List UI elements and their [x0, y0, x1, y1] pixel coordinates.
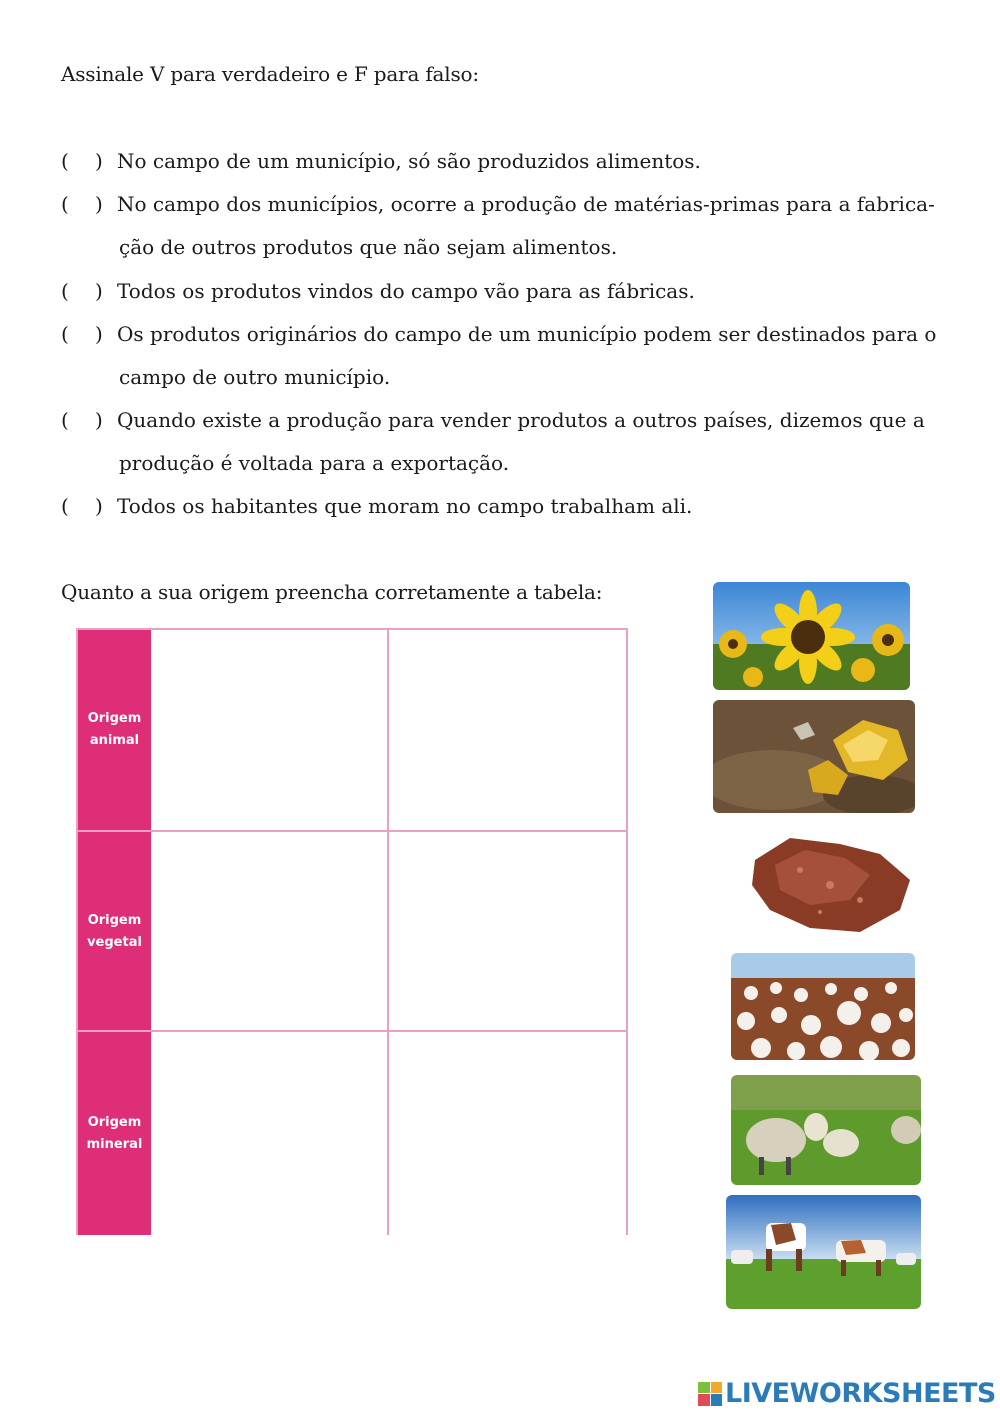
row-header-animal — [78, 630, 151, 830]
row-header-line1: Origem — [87, 1114, 142, 1130]
row-header-line2: mineral — [86, 1136, 143, 1152]
sheep-image[interactable] — [731, 1075, 921, 1185]
table-row-mineral — [78, 1030, 626, 1235]
statement-continuation: produção é voltada para a exportação. — [119, 451, 510, 475]
drop-cell-animal-2[interactable] — [389, 630, 626, 830]
row-header-vegetal — [78, 832, 151, 1032]
statement-text: Quando existe a produção para vender produtos a outros países, dizemos que a — [117, 408, 925, 432]
row-header-mineral — [78, 1032, 151, 1235]
origin-table — [76, 628, 628, 1235]
statement-text: Todos os produtos vindos do campo vão para as fábricas. — [117, 279, 695, 303]
statement-text: Os produtos originários do campo de um município podem ser destinados para o — [117, 322, 937, 346]
drop-cell-vegetal-1[interactable] — [151, 832, 389, 1032]
drop-cell-vegetal-2[interactable] — [389, 832, 626, 1032]
row-header-line1: Origem — [87, 913, 142, 928]
statement-text: No campo dos municípios, ocorre a produção de matérias-primas para a fabrica- — [117, 192, 935, 216]
drop-cell-animal-1[interactable] — [151, 630, 389, 830]
drop-cell-mineral-1[interactable] — [151, 1032, 389, 1235]
row-header-line2: animal — [89, 733, 140, 748]
cows-image[interactable] — [726, 1195, 921, 1309]
liveworksheets-logo-icon — [698, 1382, 722, 1406]
row-header-line1: Origem — [87, 711, 142, 726]
statement-text: Todos os habitantes que moram no campo trabalham ali. — [117, 494, 693, 518]
table-row-vegetal — [78, 830, 626, 1032]
sunflower-image[interactable] — [713, 582, 910, 690]
brand-wordmark: LIVEWORKSHEETS — [725, 1378, 996, 1409]
cotton-field-image[interactable] — [731, 953, 915, 1060]
row-header-line2: vegetal — [87, 935, 142, 950]
statement-text: No campo de um município, só são produzidos alimentos. — [117, 149, 701, 173]
instruction-true-false: Assinale V para verdadeiro e F para falso: — [61, 62, 479, 86]
drop-cell-mineral-2[interactable] — [389, 1032, 626, 1235]
statement-continuation: ção de outros produtos que não sejam alimentos. — [119, 235, 618, 259]
mineral-rock-image[interactable] — [750, 830, 920, 942]
statement-continuation: campo de outro município. — [119, 365, 391, 389]
gold-nuggets-image[interactable] — [713, 700, 915, 813]
instruction-table: Quanto a sua origem preencha corretamente a tabela: — [61, 580, 603, 604]
table-row-animal — [78, 630, 626, 830]
liveworksheets-logo — [698, 1378, 996, 1409]
